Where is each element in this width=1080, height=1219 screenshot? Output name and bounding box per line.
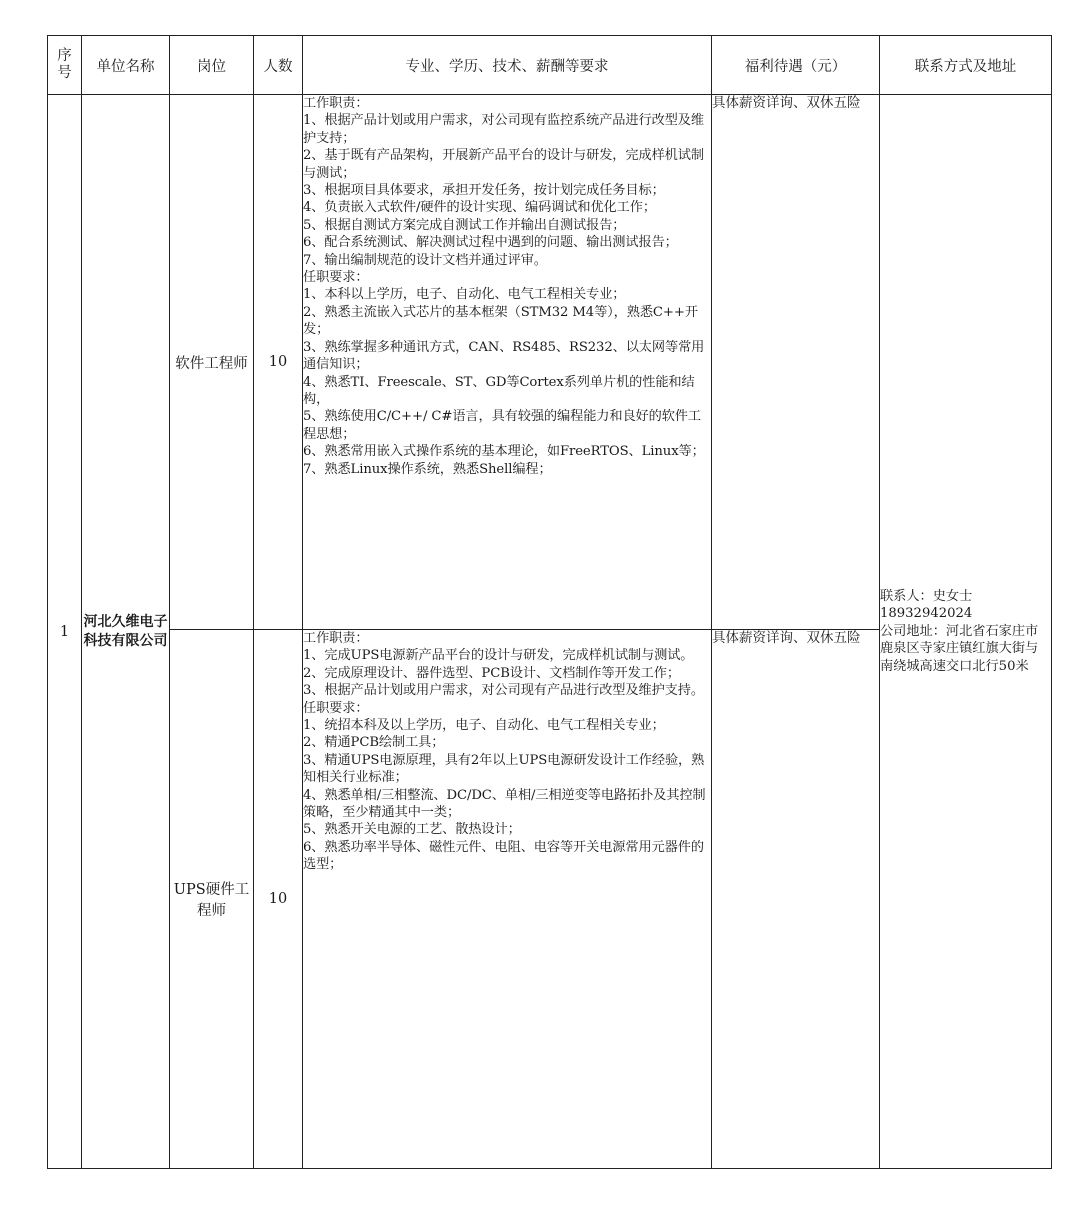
position-requirements: 工作职责： 1、完成UPS电源新产品平台的设计与研发，完成样机试制与测试。 2、完成原理设计、器件选型、PCB设计、文档制作等开发工作； 3、根据产品计划或用户需求，对公司现有产品进行改型及维护支持。 任职要求： 1、统招本科及以上学历，电子、自动化、电气工程相关专业； 2、精通PCB绘制工具； 3、精通UPS电源原理，具有2年以上UPS电源研发设计工作经验，熟知相关行业标准； 4、熟悉单相/三相整流、DC/DC、单相/三相逆变等电路拓扑及其控制策略，至少精通其中一类； 5、熟悉开关电源的工艺、散热设计； 6、熟悉功率半导体、磁性元件、电阻、电容等开关电源常用元器件的选型； xyxy=(303,630,712,1169)
header-company: 单位名称 xyxy=(82,36,170,95)
company-name: 河北久维电子科技有限公司 xyxy=(82,95,170,1169)
position-welfare: 具体薪资详询、双休五险 xyxy=(712,95,880,630)
position-requirements: 工作职责： 1、根据产品计划或用户需求，对公司现有监控系统产品进行改型及维护支持； 2、基于既有产品架构，开展新产品平台的设计与研发，完成样机试制与测试； 3、根据项目具体要求，承担开发任务，按计划完成任务目标； 4、负责嵌入式软件/硬件的设计实现、编码调试和优化工作； 5、根据自测试方案完成自测试工作并输出自测试报告； 6、配合系统测试、解决测试过程中遇到的问题、输出测试报告； 7、输出编制规范的设计文档并通过评审。 任职要求： 1、本科以上学历，电子、自动化、电气工程相关专业； 2、熟悉主流嵌入式芯片的基本框架（STM32 M4等），熟悉C++开发； 3、熟练掌握多种通讯方式，CAN、RS485、RS232、以太网等常用通信知识； 4、熟悉TI、Freescale、ST、GD等Cortex系列单片机的性能和结构， 5、熟练使用C/C++/ C#语言，具有较强的编程能力和良好的软件工程思想； 6、熟悉常用嵌入式操作系统的基本理论，如FreeRTOS、Linux等； 7、熟悉Linux操作系统，熟悉Shell编程； xyxy=(303,95,712,630)
position-title: UPS硬件工程师 xyxy=(170,630,254,1169)
header-seq-line2: 号 xyxy=(57,65,72,81)
table-row xyxy=(48,95,1052,630)
position-count: 10 xyxy=(254,630,303,1169)
header-position: 岗位 xyxy=(170,36,254,95)
contact-info: 联系人：史女士 18932942024 公司地址：河北省石家庄市鹿泉区寺家庄镇红旗大街与南绕城高速交口北行50米 xyxy=(880,95,1052,1169)
seq-cell: 1 xyxy=(48,95,82,1169)
header-seq xyxy=(48,36,82,95)
recruitment-table xyxy=(47,35,1052,1169)
header-requirements: 专业、学历、技术、薪酬等要求 xyxy=(303,36,712,95)
header-seq-line1: 序 xyxy=(57,48,72,64)
header-welfare: 福利待遇（元） xyxy=(712,36,880,95)
position-title: 软件工程师 xyxy=(170,95,254,630)
position-welfare: 具体薪资详询、双休五险 xyxy=(712,630,880,1169)
header-contact: 联系方式及地址 xyxy=(880,36,1052,95)
header-count: 人数 xyxy=(254,36,303,95)
position-count: 10 xyxy=(254,95,303,630)
header-row xyxy=(48,36,1052,95)
